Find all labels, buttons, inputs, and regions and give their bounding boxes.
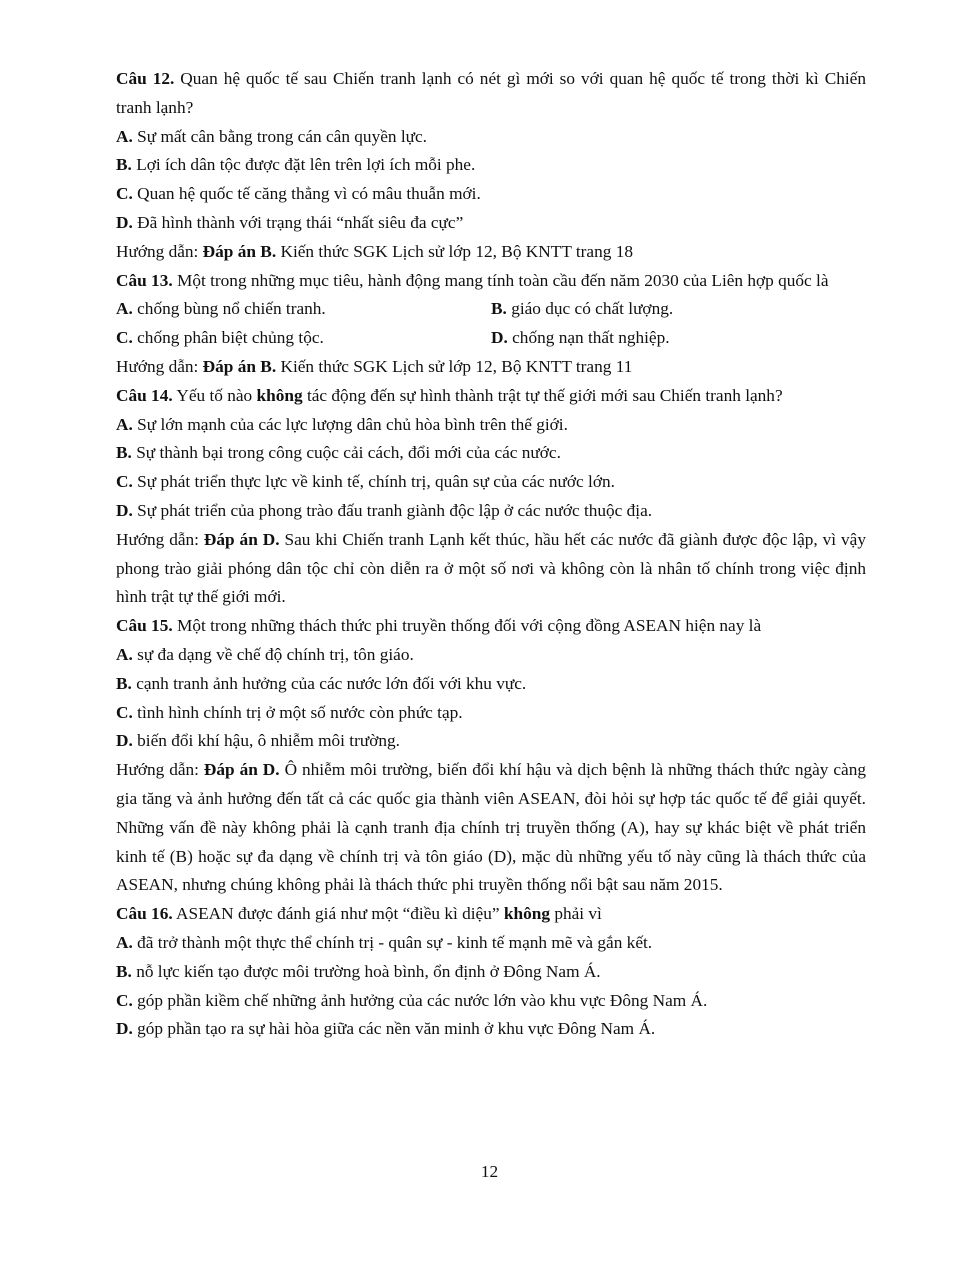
- option-b: [116, 670, 866, 699]
- option-a: [116, 929, 866, 958]
- option-c: [116, 699, 866, 728]
- options-row-cd: [116, 324, 866, 353]
- option-letter: C.: [116, 702, 133, 722]
- option-text: Lợi ích dân tộc được đặt lên trên lợi ích mỗi phe.: [136, 155, 476, 175]
- option-text: biến đổi khí hậu, ô nhiễm môi trường.: [137, 731, 400, 751]
- option-letter: D.: [116, 500, 133, 520]
- option-letter: A.: [116, 932, 133, 952]
- option-letter: C.: [116, 990, 133, 1010]
- option-letter: D.: [116, 731, 133, 751]
- guide-prefix: Hướng dẫn:: [116, 760, 199, 780]
- guide-prefix: Hướng dẫn:: [116, 529, 199, 549]
- answer-key: Đáp án D.: [203, 529, 280, 549]
- option-c: [116, 468, 866, 497]
- option-c: [116, 180, 866, 209]
- option-a: [116, 123, 866, 152]
- options-row-ab: [116, 295, 866, 324]
- option-c: [116, 987, 866, 1016]
- page-number: 12: [480, 1162, 499, 1181]
- option-text: Sự phát triển của phong trào đấu tranh giành độc lập ở các nước thuộc địa.: [137, 500, 653, 520]
- option-letter: B.: [116, 673, 132, 693]
- option-text: sự đa dạng về chế độ chính trị, tôn giáo.: [137, 644, 414, 664]
- option-letter: C.: [116, 472, 133, 492]
- question-label: Câu 16.: [116, 904, 173, 924]
- option-text: chống nạn thất nghiệp.: [512, 328, 670, 348]
- option-c: [116, 324, 491, 353]
- question-text: ASEAN được đánh giá như một “điều kì diệu”: [176, 904, 500, 924]
- answer-guide: [116, 353, 866, 382]
- option-letter: C.: [116, 184, 133, 204]
- option-text: Đã hình thành với trạng thái “nhất siêu đa cực”: [137, 212, 464, 232]
- question-label: Câu 14.: [116, 385, 173, 405]
- option-text: góp phần tạo ra sự hài hòa giữa các nền văn minh ở khu vực Đông Nam Á.: [137, 1019, 656, 1039]
- guide-text: Sau khi Chiến tranh Lạnh kết thúc, hầu hết các nước đã giành được độc lập, vì vậy phong trào giải phóng dân tộc chỉ còn diễn ra ở một số nơi và không còn là nhân tố chính trong việc định hình trật tự thế giới mới.: [116, 529, 866, 607]
- option-text: cạnh tranh ảnh hưởng của các nước lớn đối với khu vực.: [136, 673, 527, 693]
- option-letter: A.: [116, 126, 133, 146]
- option-letter: C.: [116, 328, 133, 348]
- question-text: Một trong những thách thức phi truyền thống đối với cộng đồng ASEAN hiện nay là: [176, 616, 762, 636]
- question-emphasis: không: [503, 904, 550, 924]
- guide-text: Ô nhiễm môi trường, biến đổi khí hậu và dịch bệnh là những thách thức ngày càng gia tăng và ảnh hưởng đến tất cả các quốc gia thành viên ASEAN, đòi hỏi sự hợp tác quốc tế để giải quyết. Những vấn đề này không phải là cạnh tranh địa chính trị truyền thống (A), hay sự khác biệt về phát triển kinh tế (B) hoặc sự đa dạng về chính trị và tôn giáo (D), mặc dù những yếu tố này cũng là thách thức của ASEAN, nhưng chúng không phải là thách thức phi truyền thống nổi bật sau năm 2015.: [116, 760, 866, 895]
- question-label: Câu 13.: [116, 270, 173, 290]
- guide-text: Kiến thức SGK Lịch sử lớp 12, Bộ KNTT trang 11: [280, 356, 633, 376]
- option-letter: B.: [116, 155, 132, 175]
- option-letter: A.: [116, 299, 133, 319]
- option-d: [116, 727, 866, 756]
- option-d: [491, 324, 866, 353]
- question-emphasis: không: [256, 385, 303, 405]
- option-d: [116, 497, 866, 526]
- option-b: [116, 151, 866, 180]
- question-text: Quan hệ quốc tế sau Chiến tranh lạnh có nét gì mới so với quan hệ quốc tế trong thời kì Chiến tranh lạnh?: [116, 69, 866, 117]
- question-16: [116, 900, 866, 929]
- option-letter: D.: [116, 212, 133, 232]
- option-text: Sự thành bại trong công cuộc cải cách, đổi mới của các nước.: [136, 443, 561, 463]
- answer-key: Đáp án D.: [203, 760, 280, 780]
- option-letter: D.: [491, 328, 508, 348]
- option-text: chống phân biệt chủng tộc.: [137, 328, 324, 348]
- option-letter: A.: [116, 414, 133, 434]
- answer-guide: [116, 756, 866, 900]
- option-text: Sự phát triển thực lực về kinh tế, chính trị, quân sự của các nước lớn.: [137, 472, 615, 492]
- option-a: [116, 641, 866, 670]
- answer-key: Đáp án B.: [202, 356, 277, 376]
- question-text: tác động đến sự hình thành trật tự thế giới mới sau Chiến tranh lạnh?: [306, 385, 783, 405]
- document-page: [116, 65, 866, 1044]
- question-12: [116, 65, 866, 123]
- guide-prefix: Hướng dẫn:: [116, 241, 199, 261]
- option-letter: B.: [116, 443, 132, 463]
- guide-text: Kiến thức SGK Lịch sử lớp 12, Bộ KNTT trang 18: [280, 241, 633, 261]
- option-text: giáo dục có chất lượng.: [511, 299, 674, 319]
- question-14: [116, 382, 866, 411]
- question-text: Yếu tố nào: [176, 385, 253, 405]
- option-letter: A.: [116, 644, 133, 664]
- option-b: [116, 439, 866, 468]
- option-letter: B.: [491, 299, 507, 319]
- option-text: đã trở thành một thực thể chính trị - quân sự - kinh tế mạnh mẽ và gắn kết.: [137, 932, 653, 952]
- option-text: Quan hệ quốc tế căng thẳng vì có mâu thuẫn mới.: [137, 184, 481, 204]
- option-b: [116, 958, 866, 987]
- option-letter: B.: [116, 961, 132, 981]
- question-13: [116, 267, 866, 296]
- option-text: nỗ lực kiến tạo được môi trường hoà bình, ổn định ở Đông Nam Á.: [136, 961, 601, 981]
- answer-guide: [116, 238, 866, 267]
- option-text: Sự mất cân bằng trong cán cân quyền lực.: [137, 126, 427, 146]
- question-label: Câu 15.: [116, 616, 173, 636]
- question-label: Câu 12.: [116, 69, 175, 88]
- option-text: chống bùng nổ chiến tranh.: [137, 299, 326, 319]
- guide-prefix: Hướng dẫn:: [116, 356, 199, 376]
- option-text: Sự lớn mạnh của các lực lượng dân chủ hòa bình trên thế giới.: [137, 414, 568, 434]
- question-15: [116, 612, 866, 641]
- option-text: góp phần kiềm chế những ảnh hưởng của các nước lớn vào khu vực Đông Nam Á.: [137, 990, 708, 1010]
- answer-guide: [116, 526, 866, 612]
- option-letter: D.: [116, 1019, 133, 1039]
- answer-key: Đáp án B.: [202, 241, 277, 261]
- option-a: [116, 411, 866, 440]
- option-a: [116, 295, 491, 324]
- question-text: Một trong những mục tiêu, hành động mang tính toàn cầu đến năm 2030 của Liên hợp quốc là: [176, 270, 829, 290]
- option-d: [116, 209, 866, 238]
- question-text: phải vì: [554, 904, 602, 924]
- option-d: [116, 1015, 866, 1044]
- option-b: [491, 295, 866, 324]
- option-text: tình hình chính trị ở một số nước còn phức tạp.: [137, 702, 463, 722]
